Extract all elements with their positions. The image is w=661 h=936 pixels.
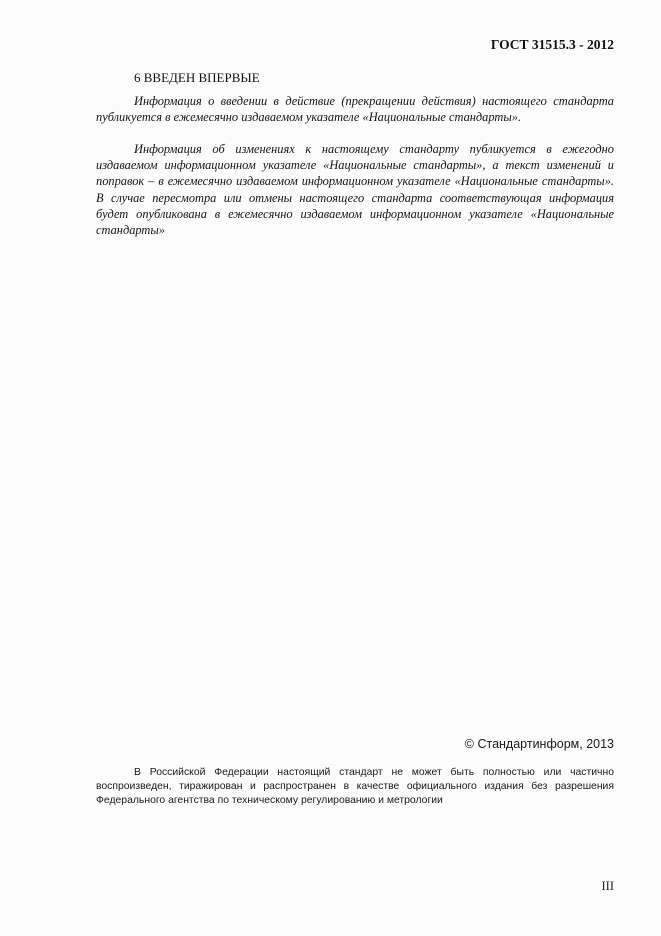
paragraph-changes-info: [96, 141, 614, 238]
paragraph-introduction-info: [96, 93, 614, 125]
reproduction-notice: [96, 766, 614, 808]
section-title: 6 ВВЕДЕН ВПЕРВЫЕ: [134, 70, 260, 85]
notice-text: В Российской Федерации настоящий стандарт не может быть полностью или частично воспроизведен, тиражирован и распространен в качестве официального издания без разрешения Федерального агентства по техническому регулированию и метрологии: [96, 767, 614, 806]
copyright-notice: © Стандартинформ, 2013: [464, 737, 614, 751]
paragraph-text: Информация об изменениях к настоящему стандарту публикуется в ежегодно издаваемом информационном указателе «Национальные стандарты», а текст изменений и поправок – в ежемесячно издаваемом информационном указателе «Национальные стандарты». В случае пересмотра или отмены настоящего стандарта соответствующая информация будет опубликована в ежемесячно издаваемом информационном указателе «Национальные стандарты»: [96, 142, 614, 238]
paragraph-text: Информация о введении в действие (прекращении действия) настоящего стандарта публикуется в ежемесячно издаваемом указателе «Национальные стандарты».: [96, 94, 614, 125]
standard-code-header: ГОСТ 31515.3 - 2012: [490, 37, 614, 52]
page-number: III: [601, 879, 614, 893]
